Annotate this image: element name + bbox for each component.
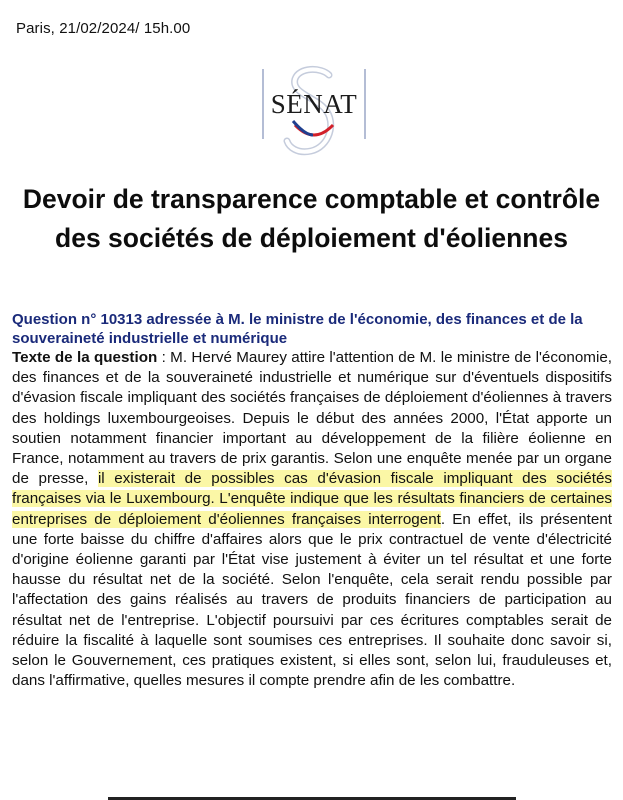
senat-logo	[259, 65, 369, 161]
question-label: Texte de la question	[12, 349, 158, 366]
question-heading: Question n° 10313 adressée à M. le ministre de l'économie, des finances et de la souveraineté industrielle et numérique	[12, 311, 583, 347]
question-body	[12, 348, 612, 691]
dateline: Paris, 21/02/2024/ 15h.00	[16, 20, 191, 37]
highlighted-text: il existerait de possibles cas d'évasion fiscale impliquant des sociétés françaises via le Luxembourg. L'enquête indique que les résultats financiers de certaines entreprises de déploiement d'éoliennes françaises interrogent	[12, 470, 613, 528]
document-title: Devoir de transparence comptable et contrôle des sociétés de déploiement d'éoliennes	[22, 184, 601, 253]
question-text-part1: : M. Hervé Maurey attire l'attention de M. le ministre de l'économie, des finances et de la souveraineté industrielle et numérique sur d'éventuels dispositifs d'évasion fiscale impliquant des sociétés françaises de déploiement d'éoliennes à travers des holdings luxembourgeoises. Depuis le début des années 2000, l'État apporte un soutien notamment financier important au développement de la filière éolienne en France, notamment au travers de prix garantis. Selon une enquête menée par un organe de presse,	[12, 349, 612, 488]
senat-wordmark: SÉNAT	[270, 89, 358, 119]
question-text-part2: . En effet, ils présentent une forte baisse du chiffre d'affaires alors que le prix contractuel de vente d'électricité d'origine éolienne garanti par l'État vise justement à éviter un tel résultat et une forte hausse du résultat net de la société. Selon l'enquête, cela serait rendu possible par l'affectation des gains réalisés au travers de produits financiers de participation au résultat net de l'entreprise. L'objectif poursuivi par ces écritures comptables serait de réduire la fiscalité à laquelle sont soumises ces entreprises. Il souhaite donc savoir si, selon le Gouvernement, ces pratiques existent, si elles sont, selon lui, frauduleuses et, dans l'affirmative, quelles mesures il compte prendre afin de les combattre.	[12, 510, 612, 690]
